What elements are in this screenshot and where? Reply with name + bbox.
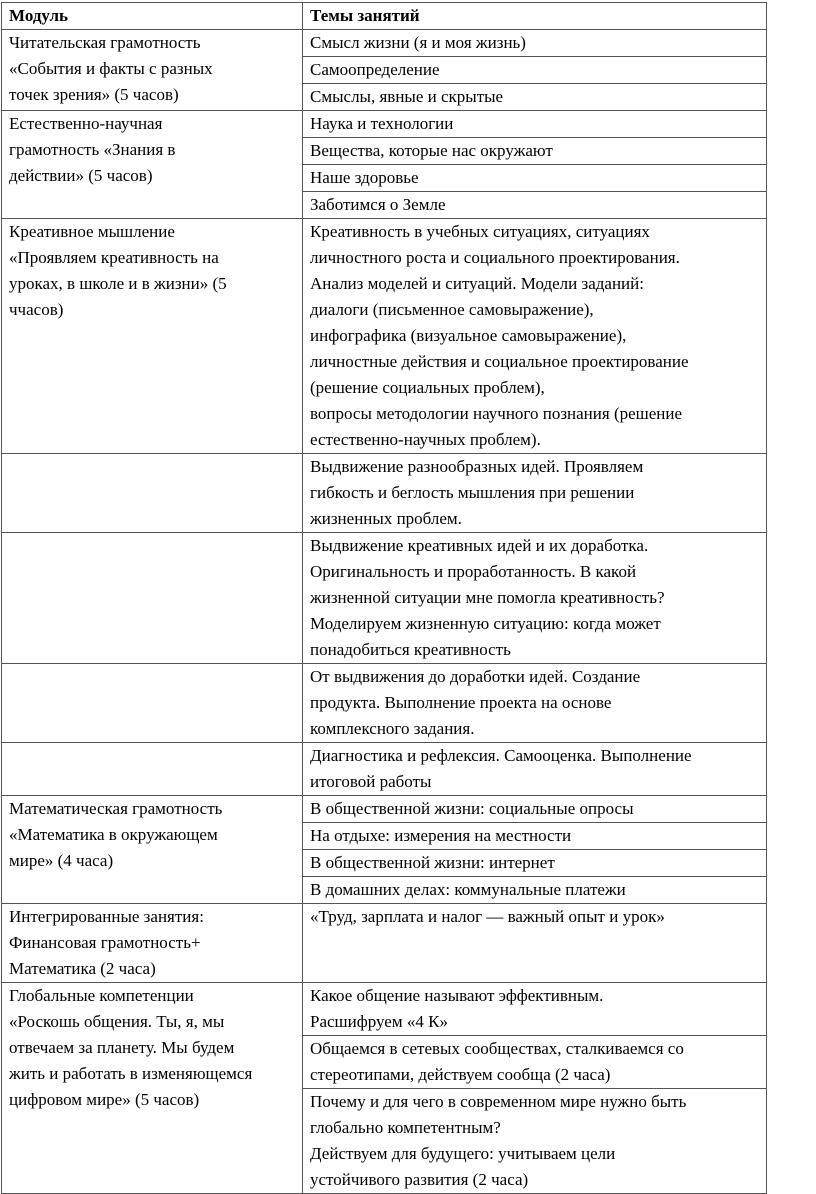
module-cell: [2, 454, 303, 533]
header-module: Модуль: [2, 3, 303, 30]
table-row: [2, 664, 767, 743]
topic-cell: На отдыхе: измерения на местности: [303, 823, 767, 850]
topic-cell: Почему и для чего в современном мире нужно быть глобально компетентным? Действуем для будущего: учитываем цели устойчивого развития (2 часа): [303, 1089, 767, 1194]
topic-cell: В домашних делах: коммунальные платежи: [303, 877, 767, 904]
topic-cell: «Труд, зарплата и налог — важный опыт и урок»: [303, 904, 767, 983]
topic-cell: Самоопределение: [303, 57, 767, 84]
table-row: [2, 743, 767, 796]
topic-cell: Вещества, которые нас окружают: [303, 138, 767, 165]
module-cell: Читательская грамотность «События и факты с разных точек зрения» (5 часов): [2, 30, 303, 111]
table-row: [2, 796, 767, 823]
modules-table: [1, 2, 767, 1194]
topic-cell: Общаемся в сетевых сообществах, сталкиваемся со стереотипами, действуем сообща (2 часа): [303, 1036, 767, 1089]
topic-cell: Выдвижение креативных идей и их доработка. Оригинальность и проработанность. В какой жизненной ситуации мне помогла креативность? Моделируем жизненную ситуацию: когда может понадобиться креативность: [303, 533, 767, 664]
table-row: [2, 904, 767, 983]
table-row: [2, 111, 767, 138]
table-row: [2, 533, 767, 664]
topic-cell: В общественной жизни: социальные опросы: [303, 796, 767, 823]
module-cell: [2, 743, 303, 796]
topic-cell: Смысл жизни (я и моя жизнь): [303, 30, 767, 57]
topic-cell: От выдвижения до доработки идей. Создание продукта. Выполнение проекта на основе комплексного задания.: [303, 664, 767, 743]
table-row: [2, 983, 767, 1036]
module-cell: Естественно-научная грамотность «Знания в действии» (5 часов): [2, 111, 303, 219]
module-cell: Интегрированные занятия: Финансовая грамотность+ Математика (2 часа): [2, 904, 303, 983]
topic-cell: Какое общение называют эффективным. Расшифруем «4 К»: [303, 983, 767, 1036]
topic-cell: Креативность в учебных ситуациях, ситуациях личностного роста и социального проектирования. Анализ моделей и ситуаций. Модели заданий: диалоги (письменное самовыражение), инфографика (визуальное самовыражение), личностные действия и социальное проектирование (решение социальных проблем), вопросы методологии научного познания (решение естественно-научных проблем).: [303, 219, 767, 454]
module-cell: Математическая грамотность «Математика в окружающем мире» (4 часа): [2, 796, 303, 904]
topic-cell: Выдвижение разнообразных идей. Проявляем гибкость и беглость мышления при решении жизненных проблем.: [303, 454, 767, 533]
topic-cell: Наука и технологии: [303, 111, 767, 138]
module-cell: [2, 664, 303, 743]
topic-cell: В общественной жизни: интернет: [303, 850, 767, 877]
header-topics: Темы занятий: [303, 3, 767, 30]
topic-cell: Диагностика и рефлексия. Самооценка. Выполнение итоговой работы: [303, 743, 767, 796]
module-cell: [2, 533, 303, 664]
topic-cell: Наше здоровье: [303, 165, 767, 192]
table-row: [2, 454, 767, 533]
module-cell: Глобальные компетенции «Роскошь общения. Ты, я, мы отвечаем за планету. Мы будем жить и работать в изменяющемся цифровом мире» (5 часов): [2, 983, 303, 1194]
table-row: [2, 219, 767, 454]
topic-cell: Смыслы, явные и скрытые: [303, 84, 767, 111]
topic-cell: Заботимся о Земле: [303, 192, 767, 219]
module-cell: Креативное мышление «Проявляем креативность на уроках, в школе и в жизни» (5 ччасов): [2, 219, 303, 454]
table-header-row: [2, 3, 767, 30]
table-row: [2, 30, 767, 57]
